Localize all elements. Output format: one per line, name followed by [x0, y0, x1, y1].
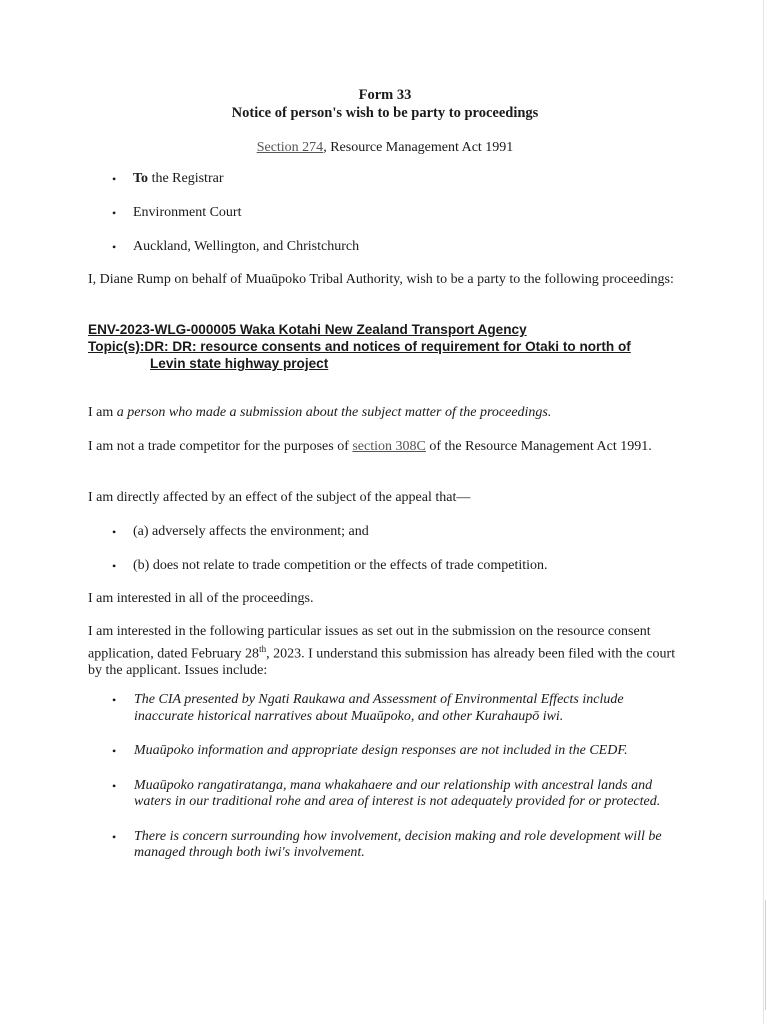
title-block — [0, 86, 770, 157]
interest-all-paragraph: I am interested in all of the proceedings. — [88, 591, 314, 606]
intro-paragraph: I, Diane Rump on behalf of Muaūpoko Tribal Authority, wish to be a party to the following proceedings: — [88, 272, 674, 287]
recipient-locations: • Auckland, Wellington, and Christchurch — [112, 238, 359, 256]
affected-list — [112, 523, 548, 575]
issue-item: • There is concern surrounding how involvement, decision making and role development will be managed through both iwi's involvement. — [112, 829, 672, 862]
affected-item-b: • (b) does not relate to trade competition or the effects of trade competition. — [112, 557, 548, 575]
issues-intro-paragraph — [88, 624, 688, 679]
section-308c-link[interactable]: section 308C — [352, 439, 426, 454]
proceeding-line-2: Topic(s):DR: DR: resource consents and notices of requirement for Otaki to north of — [88, 339, 631, 354]
proceeding-line-3: Levin state highway project — [150, 356, 329, 371]
recipient-list — [112, 170, 359, 256]
to-label: To — [133, 171, 149, 186]
issues-intro-sup: th — [259, 643, 267, 654]
affected-item-a: • (a) adversely affects the environment; and — [112, 523, 548, 541]
scan-edge-mark — [765, 900, 766, 1010]
issues-intro-part2: , 2023. I understand this submission has already been filed with the court by the applicant. Issues include: — [88, 646, 676, 678]
trade-competitor-paragraph — [88, 439, 688, 456]
section-274-link[interactable]: Section 274 — [256, 140, 324, 155]
affected-paragraph: I am directly affected by an effect of the subject of the appeal that— — [88, 490, 471, 505]
submitter-italic: a person who made a submission about the subject matter of the proceedings. — [116, 405, 552, 420]
issue-item: • The CIA presented by Ngati Raukawa and Assessment of Environmental Effects include inaccurate historical narratives about Muaūpoko, and other Kurahaupō iwi. — [112, 692, 672, 725]
submitter-paragraph — [88, 405, 688, 422]
issue-item: • Muaūpoko information and appropriate design responses are not included in the CEDF. — [112, 743, 672, 760]
section-reference — [0, 139, 770, 157]
trade-suffix: of the Resource Management Act 1991. — [425, 439, 652, 454]
form-number: Form 33 — [358, 87, 412, 103]
proceeding-line-1: ENV-2023-WLG-000005 Waka Kotahi New Zealand Transport Agency — [88, 322, 527, 337]
submitter-prefix: I am — [88, 405, 117, 420]
issue-item: • Muaūpoko rangatiratanga, mana whakahaere and our relationship with ancestral lands and waters in our traditional rohe and area of interest is not adequately provided for or protected. — [112, 778, 672, 811]
trade-prefix: I am not a trade competitor for the purposes of — [88, 439, 353, 454]
issues-intro-part1: I am interested in the following particular issues as set out in the submission on the resource consent application, dated February 28 — [88, 624, 651, 662]
registrar-text: the Registrar — [148, 171, 224, 186]
form-title: Notice of person's wish to be party to proceedings — [231, 105, 539, 121]
recipient-court: • Environment Court — [112, 204, 359, 222]
proceeding-heading — [88, 321, 708, 372]
recipient-registrar — [112, 170, 359, 188]
issues-list — [112, 692, 672, 862]
section-reference-text: , Resource Management Act 1991 — [323, 140, 514, 155]
